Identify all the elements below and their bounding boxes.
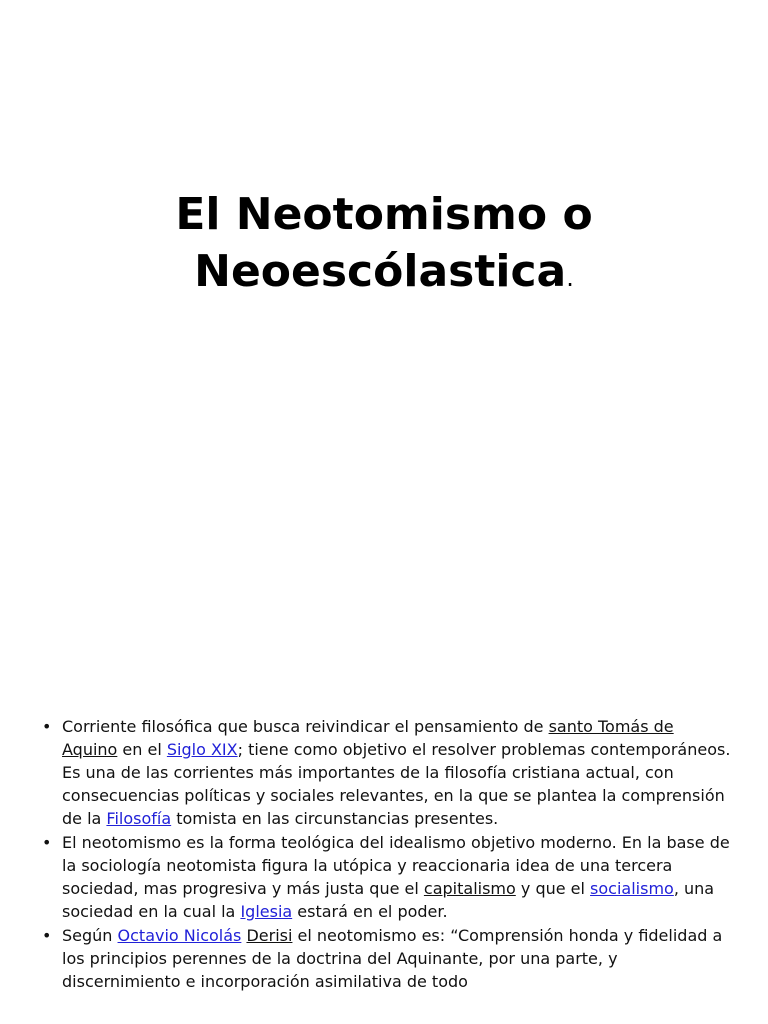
santo-tomas-link[interactable]: santo Tomás de Aquino	[62, 717, 674, 759]
bullet-1-text-1: Corriente filosófica que busca reivindicar el pensamiento de	[62, 717, 549, 736]
derisi-link[interactable]: Derisi	[246, 926, 293, 945]
iglesia-link[interactable]: Iglesia	[240, 902, 293, 921]
octavio-nicolas-link[interactable]: Octavio Nicolás	[117, 926, 242, 945]
siglo-xix-link[interactable]: Siglo XIX	[166, 740, 238, 759]
bullet-2-text-1: El neotomismo es la forma teológica del idealismo objetivo moderno. En la base de la sociología neotomista figura la utópica y reaccionaria idea de una tercera sociedad, mas progresiva y más justa que el	[62, 833, 730, 898]
bullet-3-text-3: el neotomismo es: “Comprensión honda y fidelidad a los principios perennes de la doctrina del Aquinante, por una parte, y discernimiento e incorporación asimilativa de todo	[62, 926, 723, 991]
title-line-2: Neoescólastica	[194, 246, 567, 297]
bullet-1-text-3: ; tiene como objetivo el resolver problemas contemporáneos. Es una de las corrientes más importantes de la filosofía cristiana actual, con consecuencias políticas y sociales relevantes, en la que se plantea la comprensión de la	[62, 740, 731, 828]
bullet-1-text-4: tomista en las circunstancias presentes.	[171, 809, 499, 828]
bullet-list	[42, 715, 732, 993]
socialismo-link[interactable]: socialismo	[590, 879, 674, 898]
bullet-item-1	[42, 715, 732, 830]
slide-title	[0, 186, 768, 307]
content-slide	[0, 708, 768, 1024]
bullet-dot-icon: •	[42, 926, 52, 945]
bullet-2-text-4: estará en el poder.	[292, 902, 448, 921]
bullet-2-text-3: , una sociedad en la cual la	[62, 879, 715, 921]
title-line-1: El Neotomismo o	[175, 189, 593, 240]
bullet-item-2	[42, 831, 732, 923]
bullet-2-text-2: y que el	[515, 879, 591, 898]
bullet-1-text-2: en el	[117, 740, 167, 759]
bullet-dot-icon: •	[42, 833, 52, 852]
capitalismo-link[interactable]: capitalismo	[423, 879, 516, 898]
bullet-dot-icon: •	[42, 717, 52, 736]
filosofia-link[interactable]: Filosofía	[106, 809, 172, 828]
bullet-3-text-1: Según	[62, 926, 118, 945]
bullet-item-3	[42, 924, 732, 993]
title-period: .	[566, 264, 574, 292]
